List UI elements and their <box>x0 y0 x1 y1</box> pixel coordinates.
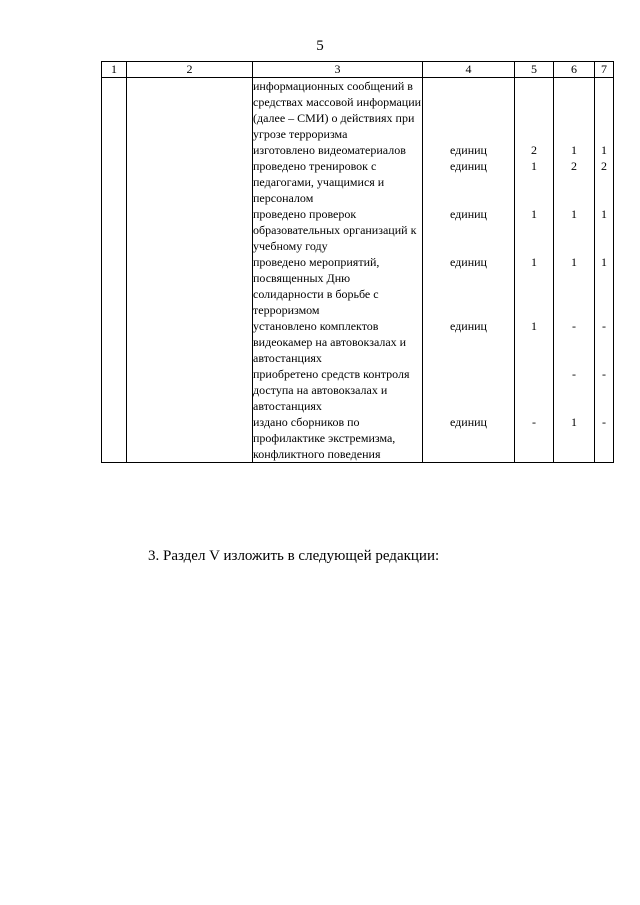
value-col5: 1 <box>515 318 554 366</box>
col-header-6: 6 <box>554 62 595 78</box>
value-col5: 2 <box>515 142 554 158</box>
value-col5: 1 <box>515 254 554 318</box>
value-col5: 1 <box>515 158 554 206</box>
value-col6: 1 <box>554 414 595 463</box>
table-row <box>102 142 614 158</box>
table-row <box>102 158 614 206</box>
col-header-2: 2 <box>127 62 253 78</box>
value-col6: 1 <box>554 254 595 318</box>
value-col7: - <box>595 414 614 463</box>
table-row <box>102 366 614 414</box>
indicator-text: проведено тренировок с педагогами, учащимися и персоналом <box>253 158 423 206</box>
indicator-text: установлено комплектов видеокамер на автовокзалах и автостанциях <box>253 318 423 366</box>
value-col7: - <box>595 318 614 366</box>
value-col5: 1 <box>515 206 554 254</box>
col-header-1: 1 <box>102 62 127 78</box>
unit-cell: единиц <box>423 254 515 318</box>
table-row <box>102 254 614 318</box>
unit-cell: единиц <box>423 158 515 206</box>
value-col5: - <box>515 414 554 463</box>
indicator-text: проведено проверок образовательных организаций к учебному году <box>253 206 423 254</box>
col-header-4: 4 <box>423 62 515 78</box>
value-col7: 1 <box>595 254 614 318</box>
value-col5 <box>515 366 554 414</box>
measures-table <box>101 61 614 463</box>
table-row <box>102 206 614 254</box>
value-col6: 1 <box>554 142 595 158</box>
indicator-text: изготовлено видеоматериалов <box>253 142 423 158</box>
table-row <box>102 318 614 366</box>
section-amendment-paragraph: 3. Раздел V изложить в следующей редакции: <box>148 548 440 564</box>
page-number: 5 <box>316 38 324 54</box>
value-col6: 2 <box>554 158 595 206</box>
indicator-text: приобретено средств контроля доступа на автовокзалах и автостанциях <box>253 366 423 414</box>
value-col7: - <box>595 366 614 414</box>
table-row-lead <box>102 78 614 143</box>
value-col6: - <box>554 318 595 366</box>
lead-text: информационных сообщений в средствах массовой информации (далее – СМИ) о действиях при угрозе терроризма <box>253 79 422 141</box>
value-col7: 1 <box>595 142 614 158</box>
table-header-row <box>102 62 614 78</box>
indicator-text: проведено мероприятий, посвященных Дню солидарности в борьбе с терроризмом <box>253 254 423 318</box>
unit-cell <box>423 366 515 414</box>
value-col7: 1 <box>595 206 614 254</box>
col-header-5: 5 <box>515 62 554 78</box>
value-col7: 2 <box>595 158 614 206</box>
col-header-7: 7 <box>595 62 614 78</box>
unit-cell: единиц <box>423 142 515 158</box>
value-col6: - <box>554 366 595 414</box>
unit-cell: единиц <box>423 206 515 254</box>
col-header-3: 3 <box>253 62 423 78</box>
table-row <box>102 414 614 463</box>
unit-cell: единиц <box>423 318 515 366</box>
indicator-text: издано сборников по профилактике экстремизма, конфликтного поведения <box>253 414 423 463</box>
value-col6: 1 <box>554 206 595 254</box>
unit-cell: единиц <box>423 414 515 463</box>
